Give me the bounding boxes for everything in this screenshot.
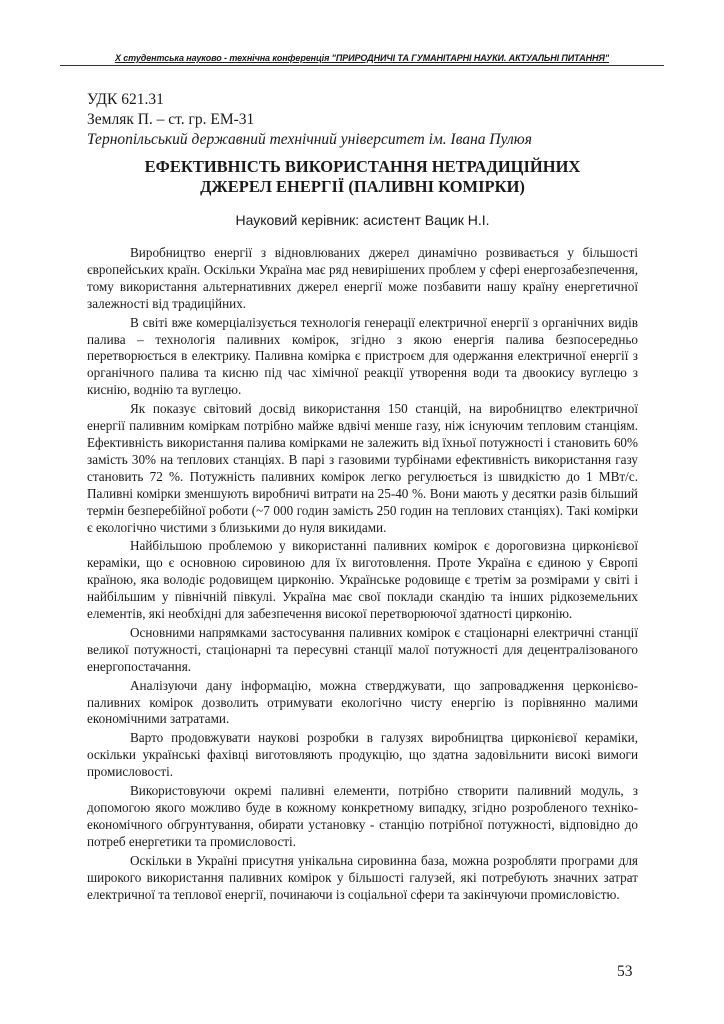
paragraph-4: Найбільшою проблемою у використанні паливних комірок є дороговизна цирконієвої кераміки, що є основною сировиною для їх виготовлення. Проте Україна є єдиною у Європі країною, яка володіє родовищем цирконію. Українське родовище є третім за розмірами у світі і найбільшим у північній півкулі. Україна має свої поклади скандію та інших рідкоземельних елементів, які необхідні для забезпечення високої перетворюючої здатності цирконію.: [87, 538, 638, 622]
author-line: Земляк П. – ст. гр. ЕМ-31: [87, 111, 255, 128]
paragraph-8: Використовуючи окремі паливні елементи, потрібно створити паливний модуль, з допомогою якого можливо буде в кожному конкретному випадку, згідно розробленого техніко-економічного обгрунтування, обирати установку - станцію потрібної потужності, відповідно до потреб енергетики та промисловості.: [87, 783, 638, 849]
title-line-2: ДЖЕРЕЛ ЕНЕРГІЇ (ПАЛИВНІ КОМІРКИ): [200, 177, 525, 196]
header-rule: [60, 65, 664, 66]
paragraph-6: Аналізуючи дану інформацію, можна стверджувати, що запровадження церконієво-паливних комірок дозволить отримувати екологічно чисту енергію із порівнянно малими економічними затратами.: [87, 677, 638, 727]
article-meta: [87, 90, 532, 150]
conference-header: Х студентська науково - технічна конференція "ПРИРОДНИЧІ ТА ГУМАНІТАРНІ НАУКИ. АКТУАЛЬНІ ПИТАННЯ": [114, 53, 610, 63]
paragraph-2: В світі вже комерціалізується технологія генерації електричної енергії з органічних видів палива – технологія паливних комірок, згідно з якою енергія палива безпосередньо перетворюється в електрику. Паливна комірка є пристроєм для одержання електричної енергії з органічного палива та кисню під час хімічної реакції утворення води та двоокису вуглецю з киснію, воднію та вуглецю.: [87, 314, 638, 398]
article-title: [87, 157, 638, 197]
paragraph-5: Основними напрямками застосування паливних комірок є стаціонарні електричні станції великої потужності, стаціонарні та пересувні станції малої потужності для децентралізованого енергопостачання.: [87, 624, 638, 674]
udk-code: УДК 621.31: [87, 91, 164, 108]
title-line-1: ЕФЕКТИВНІСТЬ ВИКОРИСТАННЯ НЕТРАДИЦІЙНИХ: [144, 157, 581, 176]
paragraph-1: Виробництво енергії з відновлюваних джерел динамічно розвивається у більшості європейських країн. Оскільки Україна має ряд невирішених проблем у сфері енергозабезпечення, тому використання альтернативних джерел енергії може позбавити нашу країну енергетичної залежності від традиційних.: [87, 245, 638, 311]
paragraph-9: Оскільки в Україні присутня унікальна сировинна база, можна розробляти програми для широкого використання паливних комірок у більшості галузей, які потребують значних затрат електричної та теплової енергії, починаючи із соціальної сфери та закінчуючи промисловістю.: [87, 852, 638, 902]
paragraph-7: Варто продовжувати наукові розробки в галузях виробництва цирконієвої кераміки, оскільки українські фахівці виготовляють продукцію, що здатна задовільнити високі вимоги промисловості.: [87, 730, 638, 780]
paragraph-3: Як показує світовий досвід використання 150 станцій, на виробництво електричної енергії паливним коміркам потрібно майже вдвічі менше газу, ніж існуючим тепловим станціям. Ефективність використання палива комірками не залежить від їхньої потужності і становить 60% замість 30% на теплових станціях. В парі з газовими турбінами ефективність використання газу становить 72 %. Потужність паливних комірок легко регулюється із швидкістю до 1 МВт/с. Паливні комірки зменшують виробничі витрати на 25-40 %. Вони мають у десятки разів більший термін безперебійної роботи (~7 000 годин замість 250 годин на теплових станціях). Такі комірки є екологічно чистими з близькими до нуля викидами.: [87, 401, 638, 535]
organization-line: Тернопільський державний технічний університет ім. Івана Пулюя: [87, 131, 532, 148]
supervisor-line: Науковий керівник: асистент Вацик Н.І.: [235, 212, 490, 228]
page-number: 53: [617, 963, 633, 980]
article-body: [87, 245, 638, 905]
